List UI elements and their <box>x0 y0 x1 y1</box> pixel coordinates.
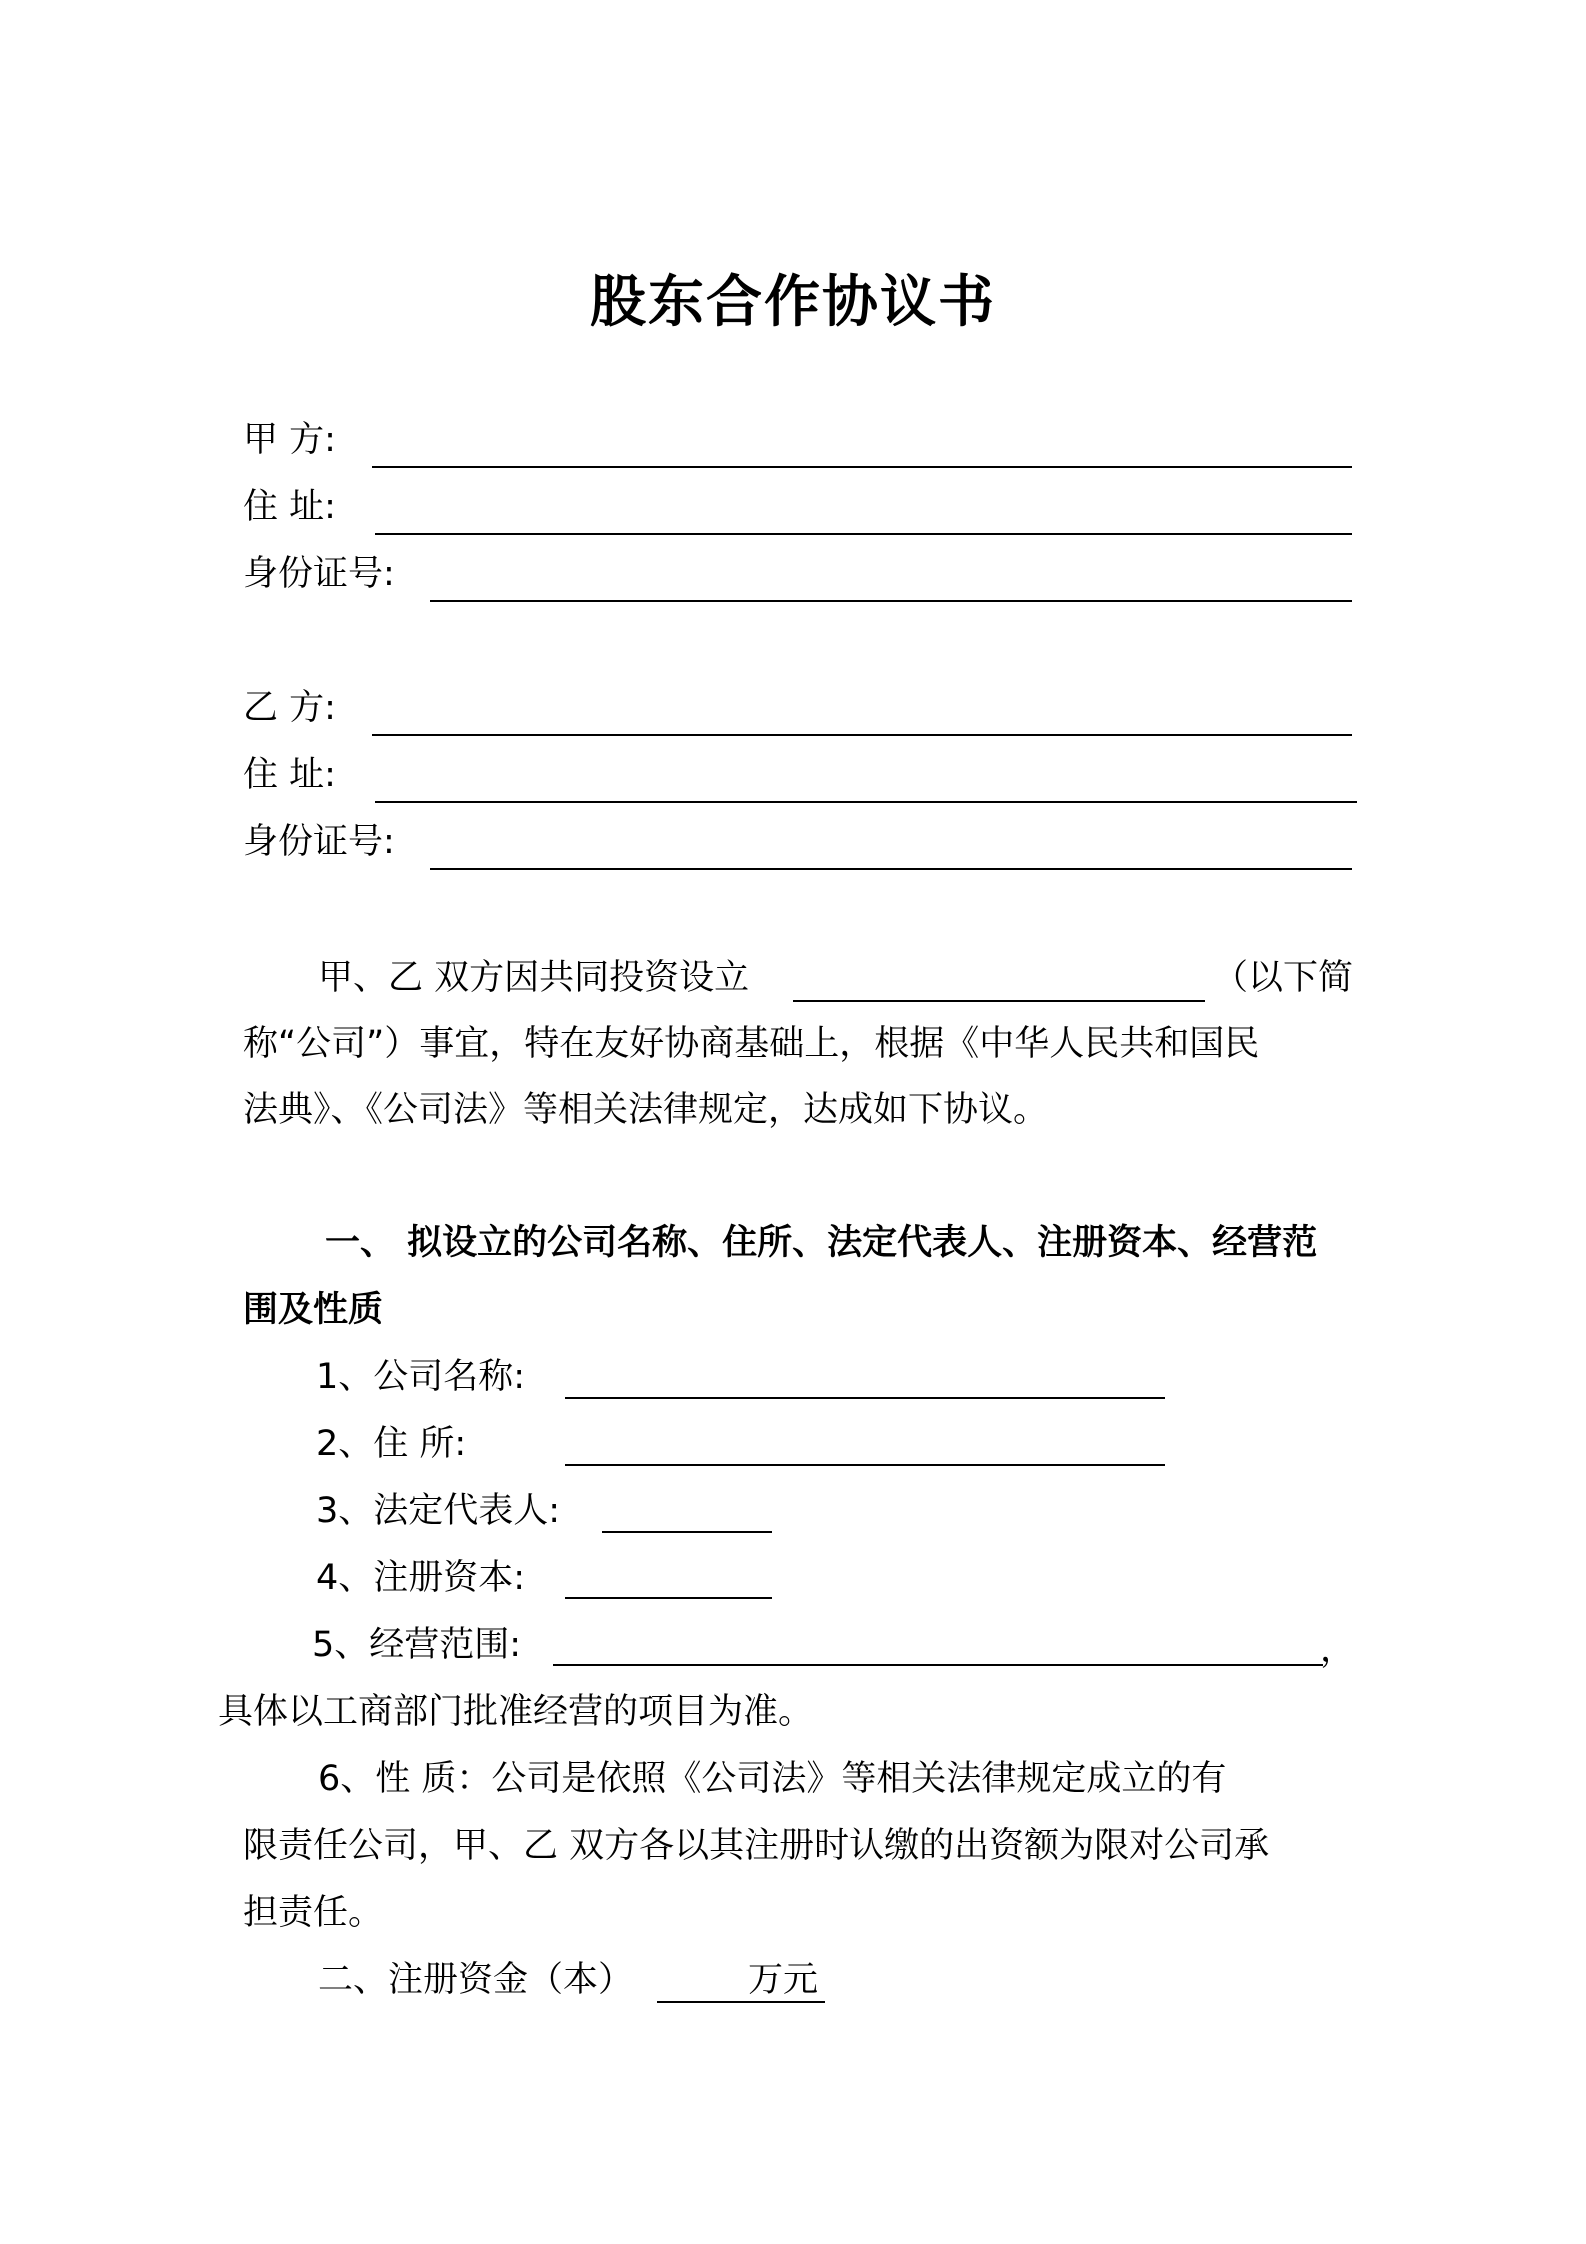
company-address-label: 2、住 所: <box>316 1424 467 1464</box>
party-b-id-field[interactable] <box>430 868 1352 870</box>
registered-capital-input[interactable] <box>565 1597 772 1599</box>
nature-line2: 限责任公司，甲、乙 双方各以其注册时认缴的出资额为限对公司承 <box>243 1826 1270 1866</box>
party-b-id-label: 身份证号: <box>243 822 395 862</box>
preamble-line3: 法典》、《公司法》等相关法律规定，达成如下协议。 <box>243 1090 1049 1130</box>
party-a-name-field[interactable] <box>372 466 1352 468</box>
registered-capital-amount-field[interactable] <box>657 2001 825 2003</box>
business-scope-suffix: ， <box>1320 1630 1356 1670</box>
section1-heading-line2: 围及性质 <box>243 1290 384 1330</box>
company-name-label: 1、公司名称: <box>316 1357 526 1397</box>
document-title: 股东合作协议书 <box>590 270 996 335</box>
preamble-line2: 称“公司”）事宜，特在友好协商基础上，根据《中华人民共和国民 <box>243 1024 1260 1064</box>
party-a-name-label: 甲 方: <box>243 420 336 460</box>
nature-line3: 担责任。 <box>243 1893 384 1933</box>
party-b-address-field[interactable] <box>375 801 1357 803</box>
party-b-name-field[interactable] <box>372 734 1352 736</box>
registered-capital-label: 4、注册资本: <box>316 1558 526 1598</box>
preamble-line1-end: （以下简 <box>1213 958 1354 998</box>
section1-heading-line1: 一、 拟设立的公司名称、住所、法定代表人、注册资本、经营范 <box>325 1223 1318 1263</box>
section2-label: 二、注册资金（本） <box>318 1960 634 2000</box>
party-b-name-label: 乙 方: <box>243 688 336 728</box>
party-a-address-label: 住 址: <box>243 487 336 527</box>
legal-rep-label: 3、法定代表人: <box>316 1491 561 1531</box>
legal-rep-input[interactable] <box>602 1531 772 1533</box>
company-name-input[interactable] <box>565 1397 1165 1399</box>
company-name-field[interactable] <box>793 1000 1205 1002</box>
company-address-input[interactable] <box>565 1464 1165 1466</box>
nature-line1: 6、性 质：公司是依照《公司法》等相关法律规定成立的有 <box>318 1759 1227 1799</box>
party-a-id-label: 身份证号: <box>243 554 395 594</box>
business-scope-label: 5、经营范围: <box>312 1625 522 1665</box>
party-a-id-field[interactable] <box>430 600 1352 602</box>
preamble-line1-start: 甲、乙 双方因共同投资设立 <box>318 958 750 998</box>
scope-note: 具体以工商部门批准经营的项目为准。 <box>218 1692 814 1732</box>
party-a-address-field[interactable] <box>375 533 1352 535</box>
section2-unit: 万元 <box>748 1960 819 2000</box>
business-scope-input[interactable] <box>553 1664 1323 1666</box>
party-b-address-label: 住 址: <box>243 755 336 795</box>
